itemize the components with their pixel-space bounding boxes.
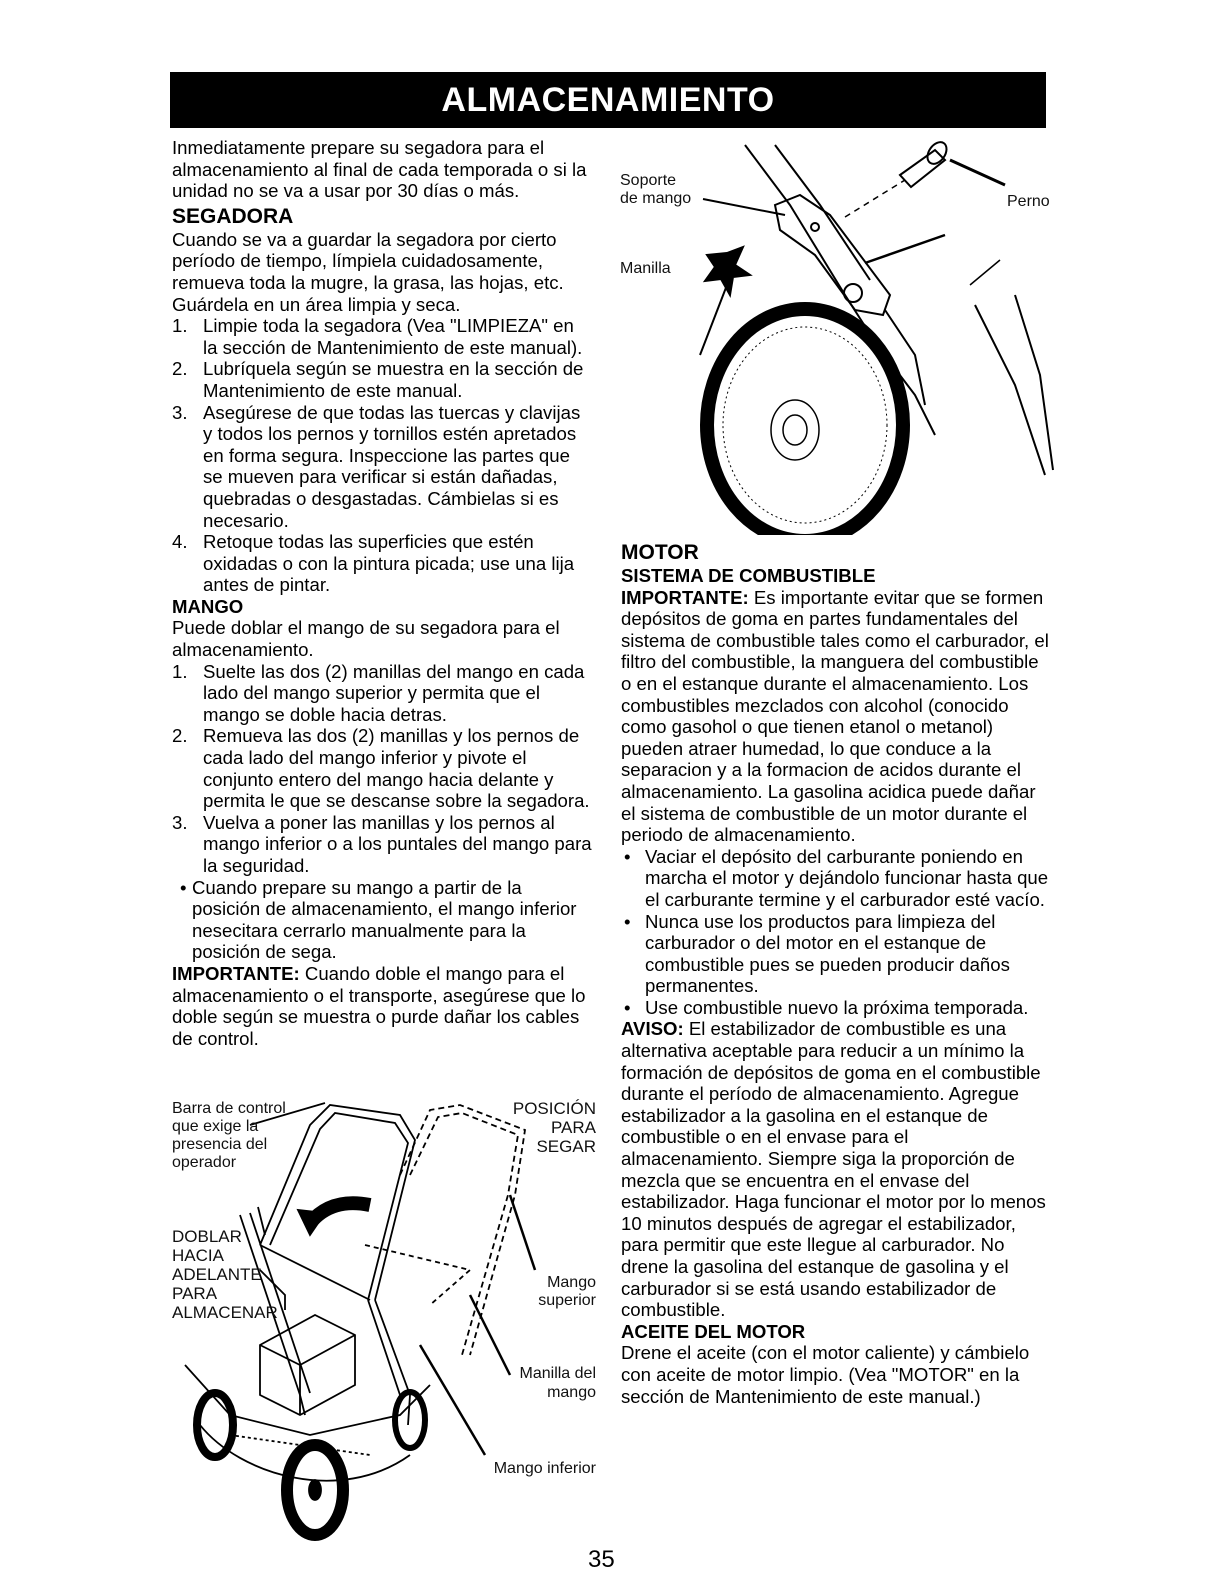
de-mango-label: de mango (620, 190, 692, 207)
mango-important-note (172, 963, 592, 1049)
segadora-paragraph: Cuando se va a guardar la segadora por cierto período de tiempo, límpiela cuidadosamente, remueva toda la mugre, la grasa, las hojas, etc. Guárdela en un área limpia y seca. (172, 228, 564, 315)
aviso-note (621, 1018, 1051, 1320)
intro-paragraph: Inmediatamente prepare su segadora para el almacenamiento al final de cada temporada o si la unidad no se va a usar por 30 días o más. (172, 137, 587, 202)
aviso-text: El estabilizador de combustible es una alternativa aceptable para reducir a un mínimo la formación de depósitos de goma en el combustible durante el período de almacenamiento. Agregue estabilizador a la gasolina en el estanque de combustible o en el envase para el almacenamiento. Siempre siga la proporción de mezcla que se encuentra en el envase del estabilizador. Haga funcionar el motor por lo menos 10 minutos después de agregar el estabilizador, para permitir que este llegue al carburador. No drene la gasolina del estanque de gasolina y el carburador si se está usando estabilizador de combustible. (621, 1018, 1046, 1321)
mango-paragraph: Puede doblar el mango de su segadora para el almacenamiento. (172, 617, 560, 661)
step-number: 4. (172, 531, 188, 553)
step-text: Lubríquela según se muestra en la sección de Mantenimiento de este manual. (203, 358, 584, 401)
list-item (172, 661, 592, 726)
posicion-label-3: SEGAR (536, 1137, 596, 1156)
important-label: IMPORTANTE: (172, 962, 300, 984)
posicion-label-1: POSICIÓN (512, 1099, 596, 1118)
mango-heading: MANGO (172, 595, 244, 617)
combustible-important-note (621, 587, 1051, 846)
doblar-label-2: HACIA (172, 1246, 224, 1265)
page-title: ALMACENAMIENTO (170, 72, 1046, 128)
mango-superior-label-2: superior (538, 1292, 596, 1309)
aviso-label: AVISO: (621, 1018, 684, 1040)
manilla-mango-label-1: Manilla del (519, 1365, 596, 1382)
step-text: Suelte las dos (2) manillas del mango en cada lado del mango superior y permita que el mango se doble hacia detras. (203, 660, 585, 725)
aceite-heading: ACEITE DEL MOTOR (621, 1320, 806, 1342)
step-number: 1. (172, 315, 188, 337)
segadora-steps (172, 315, 592, 596)
mango-superior-label-1: Mango (547, 1274, 596, 1291)
page-number: 35 (588, 1546, 615, 1573)
list-item (172, 358, 592, 401)
doblar-label-5: ALMACENAR (172, 1303, 278, 1322)
combustible-heading: SISTEMA DE COMBUSTIBLE (621, 565, 876, 586)
step-text: Remueva las dos (2) manillas y los pernos de cada lado del mango inferior y pivote el conjunto entero del mango hacia delante y permita le que se descanse sobre la segadora. (203, 725, 590, 812)
bullet-icon: • (624, 996, 631, 1018)
doblar-label-1: DOBLAR (172, 1227, 242, 1246)
step-number: 1. (172, 660, 188, 682)
doblar-label-4: PARA (172, 1284, 218, 1303)
bullet-text: Nunca use los productos para limpieza del carburador o del motor en el estanque de combustible pues se pueden producir daños permanentes. (645, 910, 1010, 997)
manilla-mango-label-2: mango (547, 1384, 596, 1401)
list-item (621, 846, 1051, 911)
list-item (621, 911, 1051, 997)
motor-heading: MOTOR (621, 541, 699, 564)
barra-control-label-4: operador (172, 1154, 237, 1171)
step-text: Asegúrese de que todas las tuercas y clavijas y todos los pernos y tornillos estén apretados en forma segura. Inspeccione las partes que se mueven para verificar si están dañadas, quebradas o desgastadas. Cámbielas si es necesario. (203, 401, 581, 531)
combustible-bullets (621, 846, 1051, 1019)
step-text: Limpie toda la segadora (Vea "LIMPIEZA" en la sección de Mantenimiento de este manual). (203, 315, 583, 358)
bullet-text: Vaciar el depósito del carburante poniendo en marcha el motor y dejándolo funcionar hasta que el carburante termine y el carburador esté vacío. (645, 845, 1049, 910)
bullet-icon: • (624, 910, 631, 932)
mango-steps (172, 661, 592, 963)
important-text: Cuando doble el mango para el almacenamiento o el transporte, asegúrese que lo doble según se muestra o purde dañar los cables de control. (172, 962, 586, 1049)
segadora-heading: SEGADORA (172, 204, 294, 228)
step-text: Retoque todas las superficies que estén oxidadas o con la pintura picada; use una lija antes de pintar. (203, 531, 575, 596)
list-item (172, 877, 592, 963)
barra-control-label-2: que exige la (172, 1118, 259, 1135)
list-item (172, 531, 592, 596)
list-item (172, 725, 592, 811)
barra-control-label-3: presencia del (172, 1136, 268, 1153)
mango-inferior-label: Mango inferior (493, 1460, 596, 1477)
list-item (172, 812, 592, 877)
barra-control-label-1: Barra de control (172, 1100, 286, 1117)
step-number: 3. (172, 811, 188, 833)
step-number: 2. (172, 725, 188, 747)
bullet-icon: • (624, 845, 631, 867)
doblar-label-3: ADELANTE (172, 1265, 262, 1284)
left-column (172, 137, 592, 1049)
manilla-label: Manilla (620, 260, 671, 277)
list-item (172, 315, 592, 358)
posicion-label-2: PARA (550, 1118, 596, 1137)
list-item (172, 402, 592, 532)
list-item (621, 997, 1051, 1019)
important-label: IMPORTANTE: (621, 586, 749, 608)
aceite-paragraph: Drene el aceite (con el motor caliente) y cámbielo con aceite de motor limpio. (Vea "MOTOR" en la sección de Mantenimiento de este manual.) (621, 1342, 1030, 1407)
bullet-text: Use combustible nuevo la próxima temporada. (645, 996, 1029, 1018)
step-number: 2. (172, 358, 188, 380)
step-text: Vuelva a poner las manillas y los pernos al mango inferior o a los puntales del mango para la seguridad. (203, 811, 592, 876)
step-number: 3. (172, 401, 188, 423)
soporte-label: Soporte (620, 172, 677, 189)
bullet-icon: • (180, 876, 187, 898)
perno-label: Perno (1007, 193, 1050, 210)
right-column (621, 540, 1051, 1407)
step-text: Cuando prepare su mango a partir de la posición de almacenamiento, el mango inferior nesecitara cerrarlo manualmente para la posición de sega. (192, 876, 577, 963)
important-text: Es importante evitar que se formen depósitos de goma en partes fundamentales del sistema de combustible tales como el carburador, el filtro del combustible, la manguera del combustible o en el estanque durante el almacenamiento. Los combustibles mezclados con alcohol (conocido como gasohol o que tienen etanol o metanol) pueden atraer humedad, lo que conduce a la separacion y a la formacion de acidos durante el almacenamiento. La gasolina acidica puede dañar el sistema de combustible de un motor durante el periodo de almacenamiento. (621, 586, 1049, 846)
